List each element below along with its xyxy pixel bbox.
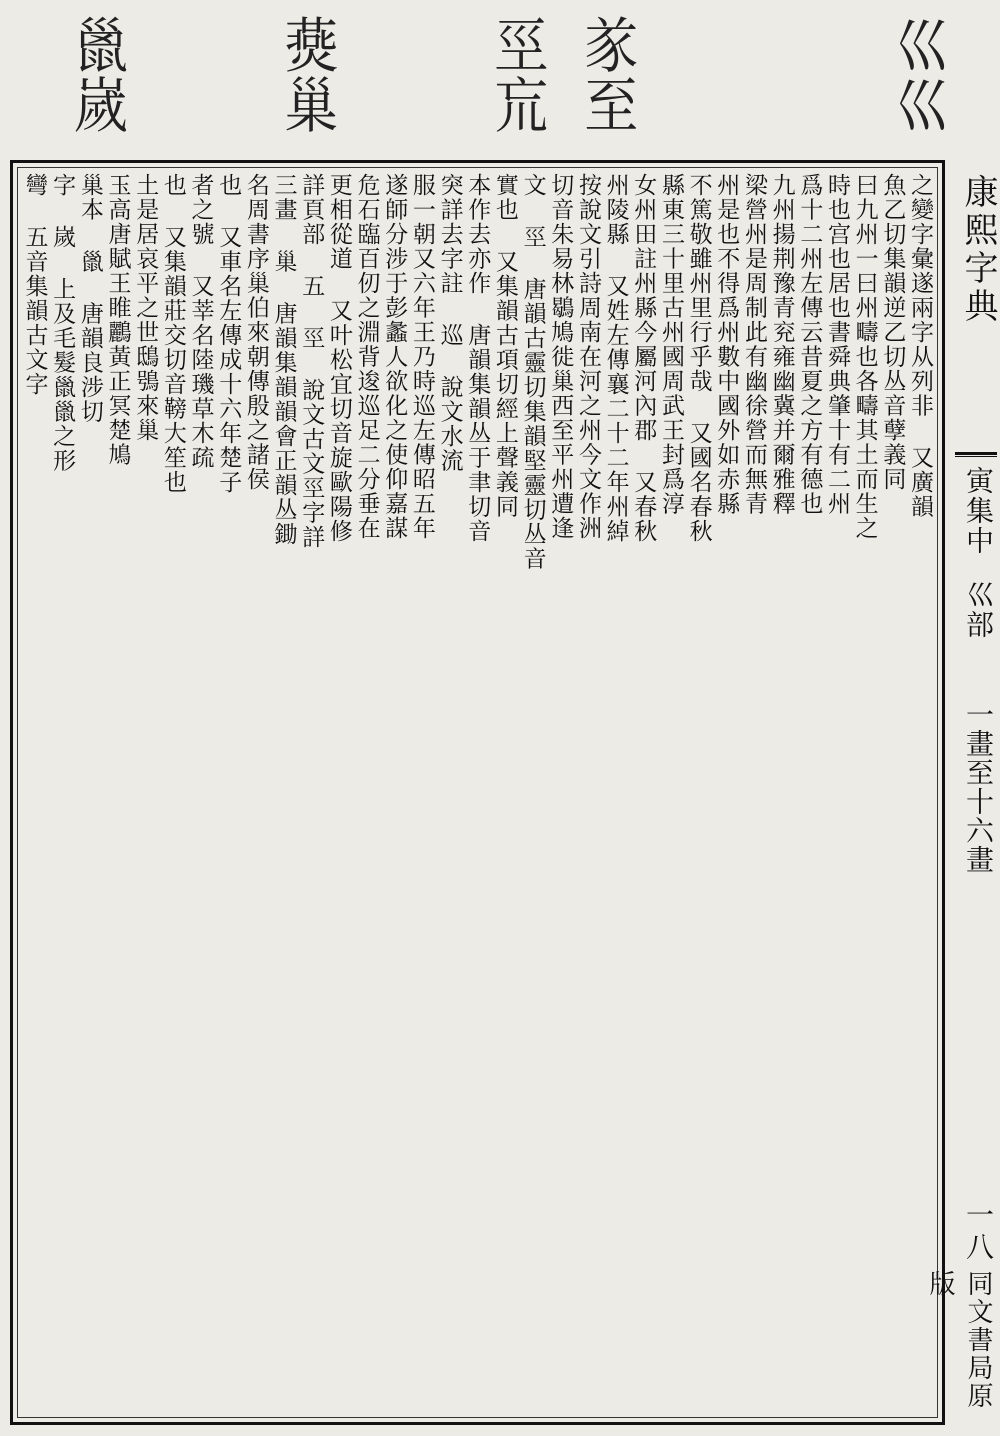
text-column: 梁營州是周制此有幽徐營而無青 bbox=[740, 173, 767, 516]
seal-glyph: 巠巟 bbox=[485, 14, 549, 134]
text-column: 不篤敬雖州里行乎哉 又國名春秋 bbox=[685, 173, 712, 544]
margin-rule bbox=[955, 452, 997, 455]
text-column: 曰九州一曰州疇也各疇其土而生之 bbox=[851, 173, 878, 541]
seal-glyph: 巤嵗 bbox=[65, 14, 129, 134]
text-column: 切音朱易林鶡鳩徙巢西至平州遭逢 bbox=[547, 173, 574, 541]
text-column: 突詳去字註 巡 說文水流 bbox=[436, 173, 463, 473]
seal-glyph: 㷼巢 bbox=[275, 14, 339, 134]
radical-label: 巛部 bbox=[962, 580, 995, 640]
text-column: 服一朝又六年王乃時巡左傳昭五年 bbox=[408, 173, 435, 541]
seal-glyph: 㒸至 bbox=[575, 14, 639, 134]
text-column: 土是居哀平之世鴟鴞來巢 bbox=[132, 173, 159, 443]
text-column: 彎 五音集韻古文字 bbox=[21, 173, 48, 397]
page-number: 一八 bbox=[962, 1200, 995, 1264]
text-column: 女州田註州縣今屬河內郡 又春秋 bbox=[630, 173, 657, 544]
text-column: 州陵縣 又姓左傳襄二十二年州綽 bbox=[602, 173, 629, 544]
text-column: 本作去亦作 唐韻集韻丛于聿切音 bbox=[464, 173, 491, 544]
margin-rule bbox=[955, 456, 997, 457]
dictionary-text-columns bbox=[21, 173, 934, 1414]
text-column: 玉高唐賦王睢鸝黃正冥楚鳩 bbox=[104, 173, 131, 467]
text-column: 九州揚荆豫青兖雍幽冀并爾雅釋 bbox=[768, 173, 795, 516]
publisher-label: 同文書局原版 bbox=[925, 1270, 993, 1410]
text-column: 遂師分涉于彭蠡人欲化之使仰嘉謀 bbox=[381, 173, 408, 541]
text-column: 縣東三十里古州國周武王封爲淳 bbox=[657, 173, 684, 516]
text-column: 文 巠 唐韻古靈切集韻堅靈切丛音 bbox=[519, 173, 546, 571]
text-column: 之變字彙遂兩字从列非 又廣韻 bbox=[907, 173, 933, 519]
volume-label: 寅集中 bbox=[962, 466, 995, 556]
text-column: 者之號 又莘名陸璣草木疏 bbox=[187, 173, 214, 470]
text-column: 爲十二州左傳云昔夏之方有德也 bbox=[796, 173, 823, 516]
text-column: 三畫 巢 唐韻集韻韻會正韻丛鋤 bbox=[270, 173, 297, 547]
book-title: 康熙字典 bbox=[958, 174, 998, 326]
text-column: 魚乙切集韻逆乙切丛音孽義同 bbox=[879, 173, 906, 492]
text-column: 也 又車名左傳成十六年楚子 bbox=[215, 173, 242, 495]
seal-script-band bbox=[0, 0, 1000, 160]
text-column: 巢本 巤 唐韻良涉切 bbox=[76, 173, 103, 424]
text-column: 危石臨百仞之淵背逡巡足二分垂在 bbox=[353, 173, 380, 541]
text-column: 實也 又集韻古項切經上聲義同 bbox=[491, 173, 518, 519]
text-column: 名周書序巢伯來朝傳殷之諸侯 bbox=[242, 173, 269, 492]
text-column: 按說文引詩周南在河之州今文作洲 bbox=[574, 173, 601, 541]
text-column: 詳頁部 五 巠 說文古文巠字詳 bbox=[298, 173, 325, 550]
seal-glyph: 巛巛 bbox=[885, 14, 949, 134]
stroke-range-label: 一畫至十六畫 bbox=[962, 700, 995, 874]
text-column: 州是也不得爲州數中國外如赤縣 bbox=[713, 173, 740, 516]
text-column: 更相從道 又叶松宜切音旋歐陽修 bbox=[325, 173, 352, 544]
text-column: 時也宫也居也書舜典肇十有二州 bbox=[823, 173, 850, 516]
text-column: 也 又集韻莊交切音䩷大笙也 bbox=[159, 173, 186, 495]
side-margin bbox=[925, 160, 998, 1425]
dictionary-page-frame bbox=[10, 160, 945, 1425]
text-column: 字 嵗 上及毛髮巤巤之形 bbox=[49, 173, 76, 473]
